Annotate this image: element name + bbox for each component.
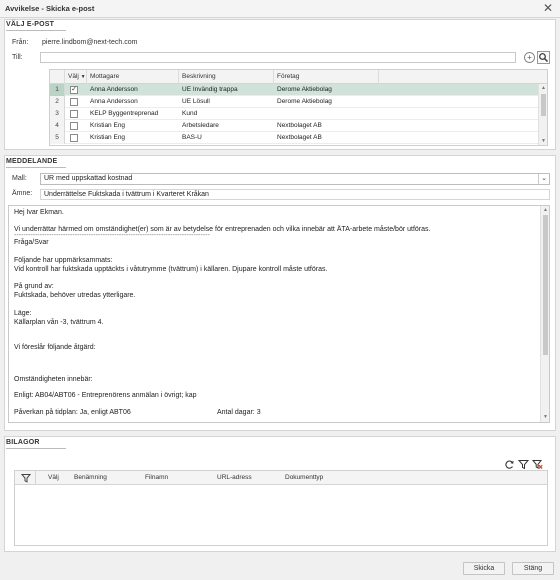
select-checkbox[interactable] bbox=[70, 134, 78, 142]
from-value: pierre.lindbom@next-tech.com bbox=[42, 39, 138, 46]
recipient-description: Kund bbox=[182, 110, 198, 117]
search-icon bbox=[538, 52, 549, 63]
body-line: Omständigheten innebär: bbox=[14, 376, 93, 383]
scroll-up-icon[interactable]: ▲ bbox=[543, 207, 548, 213]
chevron-down-icon[interactable]: ⌄ bbox=[538, 174, 549, 184]
subject-value: Underrättelse Fuktskada i tvättrum i Kvarteret Kråkan bbox=[44, 191, 209, 198]
column-header-company[interactable]: Företag bbox=[274, 70, 379, 84]
row-number: 5 bbox=[50, 132, 65, 144]
template-label: Mall: bbox=[12, 175, 27, 182]
recipient-row[interactable] bbox=[50, 84, 539, 96]
section-title-underline bbox=[6, 167, 66, 168]
window-title: Avvikelse - Skicka e-post bbox=[5, 4, 95, 13]
from-label: Från: bbox=[12, 39, 29, 46]
recipient-description: BAS-U bbox=[182, 134, 202, 141]
select-checkbox[interactable] bbox=[70, 110, 78, 118]
grid-corner bbox=[50, 70, 65, 84]
section-title-underline bbox=[6, 30, 66, 31]
scroll-up-icon[interactable]: ▲ bbox=[541, 85, 546, 91]
row-number: 2 bbox=[50, 96, 65, 108]
recipient-row[interactable] bbox=[50, 96, 539, 108]
add-recipient-icon[interactable]: + bbox=[524, 52, 535, 63]
close-icon[interactable]: ✕ bbox=[542, 1, 554, 15]
attachments-grid bbox=[14, 470, 548, 546]
clear-filter-icon[interactable] bbox=[532, 459, 543, 470]
column-header-select[interactable]: Välj bbox=[48, 474, 59, 481]
body-line: Påverkan på tidplan: Ja, enligt ABT06 bbox=[14, 409, 131, 416]
recipients-grid bbox=[49, 69, 548, 146]
to-input[interactable] bbox=[40, 52, 516, 63]
recipient-description: Arbetsledare bbox=[182, 122, 219, 129]
body-line: Vi underrättar härmed om omständighet(er) som är av betydelse för entreprenaden och vilka innebär att ÄTA-arbete måste/bör utföras. bbox=[14, 226, 431, 233]
recipient-name: KELP Byggentreprenad bbox=[90, 110, 159, 117]
recipient-row[interactable] bbox=[50, 120, 539, 132]
recipient-name: Anna Andersson bbox=[90, 86, 138, 93]
recipients-grid-header bbox=[50, 70, 547, 84]
refresh-icon[interactable] bbox=[504, 459, 515, 470]
column-header-select-label: Välj bbox=[68, 73, 79, 80]
section-title-underline bbox=[6, 448, 66, 449]
body-line: Enligt: AB04/ABT06 - Entreprenörens anmälan i övrigt; kap bbox=[14, 392, 197, 399]
body-line: Fråga/Svar bbox=[14, 239, 49, 246]
column-header-name[interactable]: Benämning bbox=[74, 474, 107, 481]
template-value: UR med uppskattad kostnad bbox=[44, 175, 133, 182]
column-header-description[interactable]: Beskrivning bbox=[179, 70, 274, 84]
column-header-url[interactable]: URL-adress bbox=[217, 474, 252, 481]
recipient-company bbox=[274, 108, 379, 120]
subject-input[interactable] bbox=[40, 189, 550, 200]
body-line: Hej Ivar Ekman. bbox=[14, 209, 64, 216]
select-checkbox[interactable]: ✓ bbox=[71, 86, 77, 93]
column-header-recipient[interactable]: Mottagare bbox=[87, 70, 179, 84]
scroll-thumb[interactable] bbox=[543, 215, 548, 355]
filter-icon[interactable] bbox=[518, 459, 529, 470]
body-line: Fuktskada, behöver utredas ytterligare. bbox=[14, 292, 136, 299]
body-line: Vi föreslår följande åtgärd: bbox=[14, 344, 96, 351]
attachments-header-divider bbox=[35, 471, 36, 485]
subject-label: Ämne: bbox=[12, 190, 33, 197]
column-header-select[interactable] bbox=[65, 70, 87, 84]
body-line: ------------------------------------------------------------------------------------ bbox=[14, 232, 210, 239]
recipient-company: Nextbolaget AB bbox=[277, 122, 322, 129]
body-line: Källarplan vån -3, tvättrum 4. bbox=[14, 319, 104, 326]
attachments-section-title: BILAGOR bbox=[6, 439, 40, 446]
search-recipient-button[interactable] bbox=[537, 51, 550, 64]
body-line: Följande har uppmärksammats: bbox=[14, 257, 113, 264]
message-section-title: MEDDELANDE bbox=[6, 158, 58, 165]
message-body[interactable] bbox=[8, 205, 550, 423]
recipient-name: Kristian Eng bbox=[90, 134, 126, 141]
body-scrollbar[interactable] bbox=[540, 206, 549, 422]
column-header-doctype[interactable]: Dokumenttyp bbox=[285, 474, 324, 481]
sort-arrow-icon: ▼ bbox=[80, 74, 86, 80]
title-bar bbox=[0, 0, 560, 18]
body-line: Vid kontroll har fuktskada upptäckts i våtutrymme (tvättrum) i källaren. Djupare kontroll måste utföras. bbox=[14, 266, 328, 273]
recipient-name: Kristian Eng bbox=[90, 122, 126, 129]
recipient-row[interactable] bbox=[50, 108, 539, 120]
row-number: 4 bbox=[50, 120, 65, 132]
template-select[interactable] bbox=[40, 173, 550, 185]
column-filter-icon[interactable] bbox=[21, 473, 31, 483]
recipient-description: UE Invändig trappa bbox=[182, 86, 238, 93]
recipient-company: Derome Aktiebolag bbox=[277, 98, 332, 105]
body-line: Läge: bbox=[14, 310, 32, 317]
recipient-company: Derome Aktiebolag bbox=[277, 86, 332, 93]
recipient-company: Nextbolaget AB bbox=[277, 134, 322, 141]
scroll-down-icon[interactable]: ▼ bbox=[543, 414, 548, 420]
recipient-name: Anna Andersson bbox=[90, 98, 138, 105]
scroll-thumb[interactable] bbox=[541, 94, 546, 116]
recipient-row[interactable] bbox=[50, 132, 539, 144]
attachments-grid-header bbox=[15, 471, 547, 485]
send-button[interactable]: Skicka bbox=[463, 562, 505, 575]
extra-days: Antal dagar: 3 bbox=[217, 409, 261, 416]
select-checkbox[interactable] bbox=[70, 98, 78, 106]
to-label: Till: bbox=[12, 54, 23, 61]
select-email-section-title: VÄLJ E-POST bbox=[6, 21, 55, 28]
scroll-down-icon[interactable]: ▼ bbox=[541, 138, 546, 144]
row-number: 3 bbox=[50, 108, 65, 120]
row-number: 1 bbox=[50, 84, 65, 96]
close-button[interactable]: Stäng bbox=[512, 562, 554, 575]
column-header-filename[interactable]: Filnamn bbox=[145, 474, 169, 481]
recipients-scrollbar[interactable] bbox=[538, 84, 547, 146]
recipient-description: UE Lösull bbox=[182, 98, 210, 105]
select-checkbox[interactable] bbox=[70, 122, 78, 130]
body-line: På grund av: bbox=[14, 283, 54, 290]
